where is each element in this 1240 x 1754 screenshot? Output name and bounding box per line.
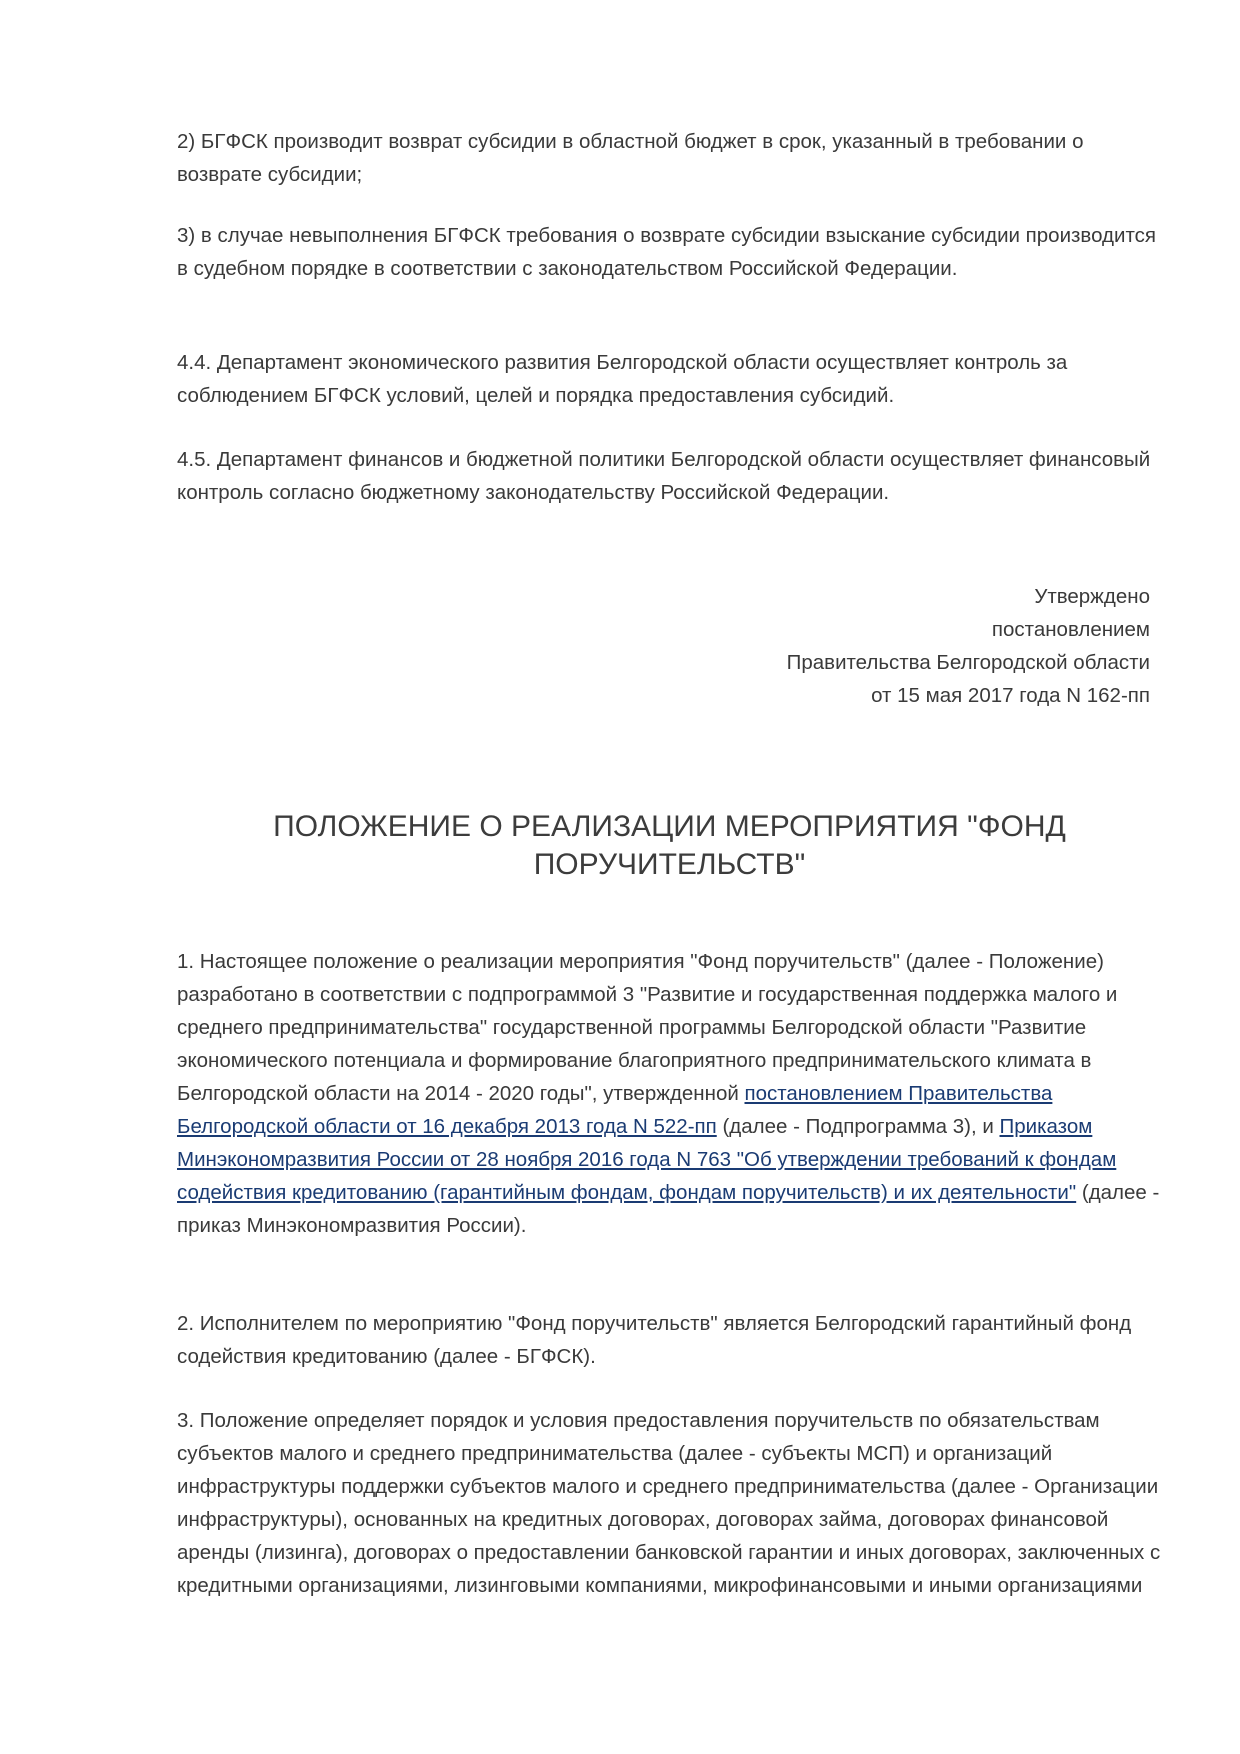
section-1-text-b: (далее - Подпрограмма 3), и <box>716 1115 1000 1138</box>
approval-line-1: Утверждено <box>1034 585 1150 608</box>
section-2-paragraph: 2. Исполнителем по мероприятию "Фонд поручительств" является Белгородский гарантийный фонд содействия кредитованию (далее - БГФСК). <box>177 1312 1132 1368</box>
paragraph-4-5: 4.5. Департамент финансов и бюджетной политики Белгородской области осуществляет финансовый контроль согласно бюджетному законодательству Российской Федерации. <box>177 448 1151 504</box>
link-order-763[interactable]: Приказом Минэкономразвития России от 28 ноября 2016 года N 763 "Об утверждении требований к фондам содействия кредитованию (гарантийным фондам, фондам поручительств) и их деятельности" <box>177 1115 1117 1204</box>
section-1-text-a: 1. Настоящее положение о реализации мероприятия "Фонд поручительств" (далее - Положение) разработано в соответствии с подпрограммой 3 "Развитие и государственная поддержка малого и среднего предпринимательства" государственной программы Белгородской области "Развитие экономического потенциала и формирование благоприятного предпринимательского климата в Белгородской области на 2014 - 2020 годы", утвержденной <box>177 950 1118 1105</box>
paragraph-subsidy-recovery: 3) в случае невыполнения БГФСК требования о возврате субсидии взыскание субсидии производится в судебном порядке в соответствии с законодательством Российской Федерации. <box>177 224 1156 280</box>
section-1-paragraph <box>177 945 1162 1242</box>
section-1-text-c: (далее - приказ Минэкономразвития России). <box>177 1181 1160 1237</box>
approval-line-4: от 15 мая 2017 года N 162-пп <box>871 684 1150 707</box>
paragraph-4-4: 4.4. Департамент экономического развития Белгородской области осуществляет контроль за соблюдением БГФСК условий, целей и порядка предоставления субсидий. <box>177 351 1068 407</box>
approval-line-3: Правительства Белгородской области <box>786 651 1150 674</box>
approval-line-2: постановлением <box>991 618 1150 641</box>
section-3-paragraph: 3. Положение определяет порядок и условия предоставления поручительств по обязательствам субъектов малого и среднего предпринимательства (далее - субъекты МСП) и организаций инфраструктуры поддержки субъектов малого и среднего предпринимательства (далее - Организации инфраструктуры), основанных на кредитных договорах, договорах займа, договорах финансовой аренды (лизинга), договорах о предоставлении банковской гарантии и иных договорах, заключенных с кредитными организациями, лизинговыми компаниями, микрофинансовыми и иными организациями <box>177 1409 1161 1597</box>
approval-block <box>787 580 1150 712</box>
paragraph-subsidy-return: 2) БГФСК производит возврат субсидии в областной бюджет в срок, указанный в требовании о возврате субсидии; <box>177 130 1084 186</box>
document-title: ПОЛОЖЕНИЕ О РЕАЛИЗАЦИИ МЕРОПРИЯТИЯ "ФОНД ПОРУЧИТЕЛЬСТВ" <box>273 810 1066 881</box>
link-resolution-522pp[interactable]: постановлением Правительства Белгородской области от 16 декабря 2013 года N 522-пп <box>177 1082 1053 1138</box>
